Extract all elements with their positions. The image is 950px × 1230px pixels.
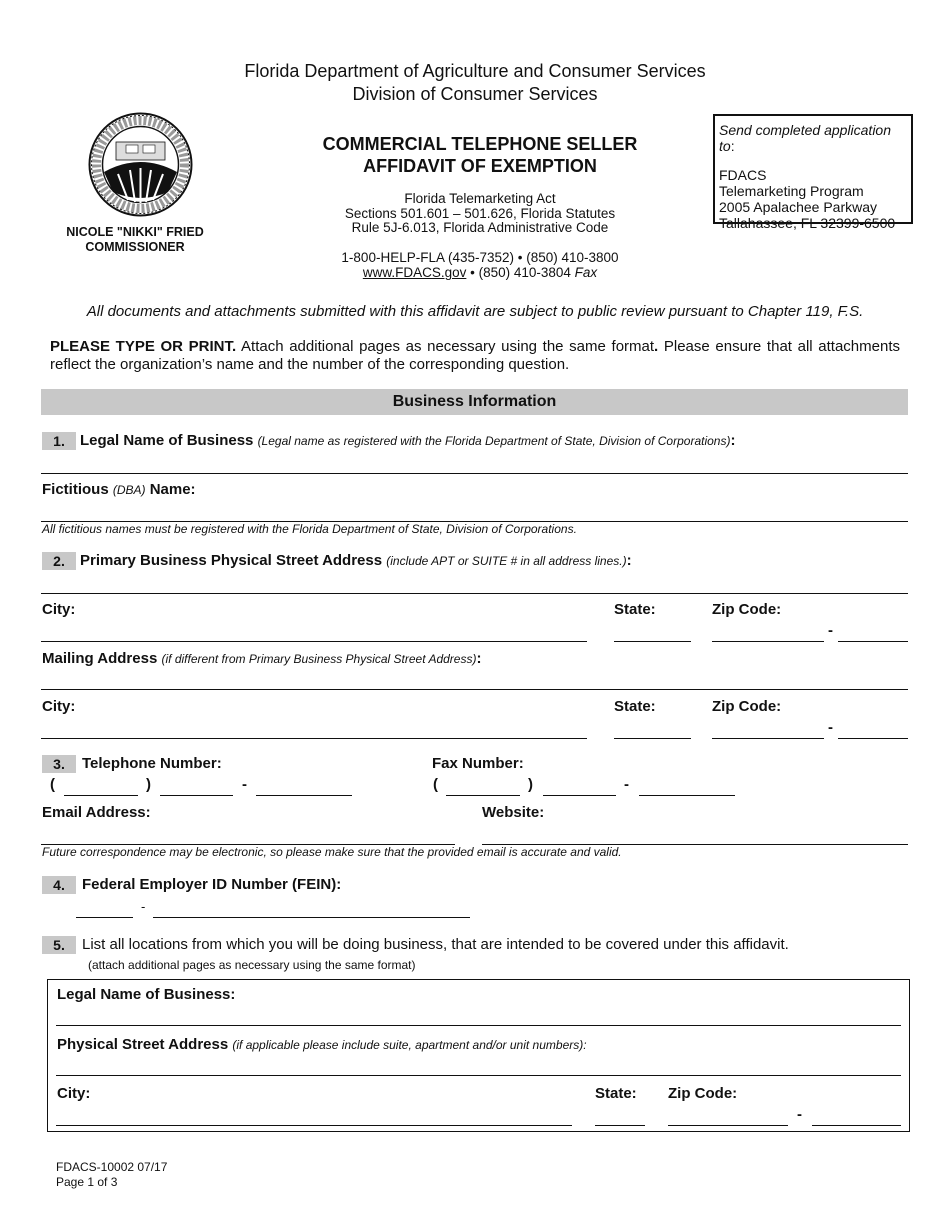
phone-close-paren: )	[146, 776, 151, 793]
location-zip-ext-input[interactable]	[812, 1125, 901, 1126]
phone-open-paren: (	[50, 776, 55, 793]
mailing-state-label: State:	[614, 698, 656, 715]
location-zip-input[interactable]	[668, 1125, 788, 1126]
department-name: Florida Department of Agriculture and Consumer Services	[244, 61, 706, 81]
zip-input-line[interactable]	[712, 641, 824, 642]
fax-number-label: Fax Number:	[432, 755, 524, 772]
legal-name-input-line[interactable]	[41, 473, 908, 474]
mailing-address-input-line[interactable]	[41, 689, 908, 690]
form-title-line1: COMMERCIAL TELEPHONE SELLER	[322, 134, 638, 154]
send-to-line3: 2005 Apalachee Parkway	[719, 199, 877, 215]
fax-label: Fax	[574, 265, 598, 280]
fein-number-input[interactable]	[153, 917, 470, 918]
send-to-line2: Telemarketing Program	[719, 183, 864, 199]
physical-address-label: Primary Business Physical Street Address (include APT or SUITE # in all address lines.):	[80, 552, 632, 569]
location-zip-label: Zip Code:	[668, 1085, 738, 1102]
location-legal-name-input[interactable]	[56, 1025, 901, 1026]
telephone-label: Telephone Number:	[82, 755, 222, 772]
zip-label: Zip Code:	[712, 601, 782, 618]
act-name: Florida Telemarketing Act	[404, 191, 556, 206]
question-number-2: 2.	[42, 552, 76, 570]
mailing-zip-input-line[interactable]	[712, 738, 824, 739]
section-business-information: Business Information	[41, 389, 908, 415]
send-to-line4: Tallahassee, FL 32399-6500	[719, 215, 896, 231]
commissioner-title: COMMISSIONER	[85, 240, 185, 254]
send-to-label: Send completed application to:	[719, 122, 892, 154]
location-state-label: State:	[595, 1085, 637, 1102]
mailing-city-label: City:	[42, 698, 76, 715]
email-label: Email Address:	[42, 804, 151, 821]
fein-label: Federal Employer ID Number (FEIN):	[82, 876, 342, 893]
phone-area-code-input[interactable]	[64, 795, 138, 796]
location-state-input[interactable]	[595, 1125, 645, 1126]
form-number: FDACS-10002 07/17	[56, 1160, 168, 1174]
public-review-notice: All documents and attachments submitted with this affidavit are subject to public review pursuant to Chapter 119, F.S.	[86, 303, 864, 320]
fax-line-input[interactable]	[639, 795, 735, 796]
location-address-input[interactable]	[56, 1075, 901, 1076]
state-label: State:	[614, 601, 656, 618]
city-input-line[interactable]	[41, 641, 587, 642]
mailing-state-input-line[interactable]	[614, 738, 691, 739]
zip-ext-input-line[interactable]	[838, 641, 908, 642]
mailing-address-label: Mailing Address (if different from Primary Business Physical Street Address):	[42, 650, 482, 667]
fax-dash: -	[624, 776, 629, 793]
physical-address-input-line[interactable]	[41, 593, 908, 594]
admin-rule: Rule 5J-6.013, Florida Administrative Code	[351, 220, 609, 235]
mailing-zip-dash: -	[828, 719, 833, 736]
question-number-5: 5.	[42, 936, 76, 954]
fax-area-code-input[interactable]	[446, 795, 520, 796]
locations-sub-note: (attach additional pages as necessary using the same format)	[88, 958, 416, 972]
fax-close-paren: )	[528, 776, 533, 793]
mailing-city-input-line[interactable]	[41, 738, 587, 739]
city-label: City:	[42, 601, 76, 618]
send-to-line1: FDACS	[719, 167, 767, 183]
location-city-input[interactable]	[56, 1125, 572, 1126]
legal-name-label: Legal Name of Business (Legal name as registered with the Florida Department of State, Division of Corporations):	[80, 432, 736, 449]
fdacs-seal-logo	[88, 112, 193, 217]
location-city-label: City:	[57, 1085, 91, 1102]
division-name: Division of Consumer Services	[352, 84, 598, 104]
question-number-3: 3.	[42, 755, 76, 773]
page-number: Page 1 of 3	[56, 1175, 118, 1189]
state-input-line[interactable]	[614, 641, 691, 642]
instructions: PLEASE TYPE OR PRINT. Attach additional pages as necessary using the same format. Please ensure that all attachments reflect the organization’s name and the number of the corresponding question.	[50, 338, 900, 373]
mailing-zip-label: Zip Code:	[712, 698, 782, 715]
phone-numbers: 1-800-HELP-FLA (435-7352) • (850) 410-3800	[341, 250, 619, 265]
phone-dash: -	[242, 776, 247, 793]
location-address-label: Physical Street Address (if applicable please include suite, apartment and/or unit numbers):	[57, 1036, 587, 1053]
send-to-box	[713, 114, 913, 231]
statute-sections: Sections 501.601 – 501.626, Florida Statutes	[344, 206, 616, 221]
fictitious-name-note: All fictitious names must be registered with the Florida Department of State, Division of Corporations.	[42, 522, 577, 536]
location-legal-name-label: Legal Name of Business:	[57, 986, 236, 1003]
phone-prefix-input[interactable]	[160, 795, 233, 796]
question-number-1: 1.	[42, 432, 76, 450]
website-link[interactable]: www.FDACS.gov	[362, 265, 467, 280]
fictitious-name-label: Fictitious (DBA) Name:	[42, 481, 196, 498]
form-title-line2: AFFIDAVIT OF EXEMPTION	[363, 156, 597, 176]
web-fax-line	[270, 265, 690, 280]
fax-prefix-input[interactable]	[543, 795, 616, 796]
website-label: Website:	[482, 804, 545, 821]
zip-dash: -	[828, 622, 833, 639]
phone-line-input[interactable]	[256, 795, 352, 796]
fax-number: • (850) 410-3804	[466, 265, 575, 280]
commissioner-name: NICOLE "NIKKI" FRIED	[66, 225, 204, 239]
mailing-zip-ext-input-line[interactable]	[838, 738, 908, 739]
email-note: Future correspondence may be electronic, so please make sure that the provided email is accurate and valid.	[42, 845, 622, 859]
fax-open-paren: (	[433, 776, 438, 793]
location-zip-dash: -	[797, 1106, 802, 1123]
fein-dash: -	[141, 899, 146, 914]
fein-prefix-input[interactable]	[76, 917, 133, 918]
question-number-4: 4.	[42, 876, 76, 894]
locations-instruction: List all locations from which you will be doing business, that are intended to be covered under this affidavit.	[82, 936, 789, 953]
